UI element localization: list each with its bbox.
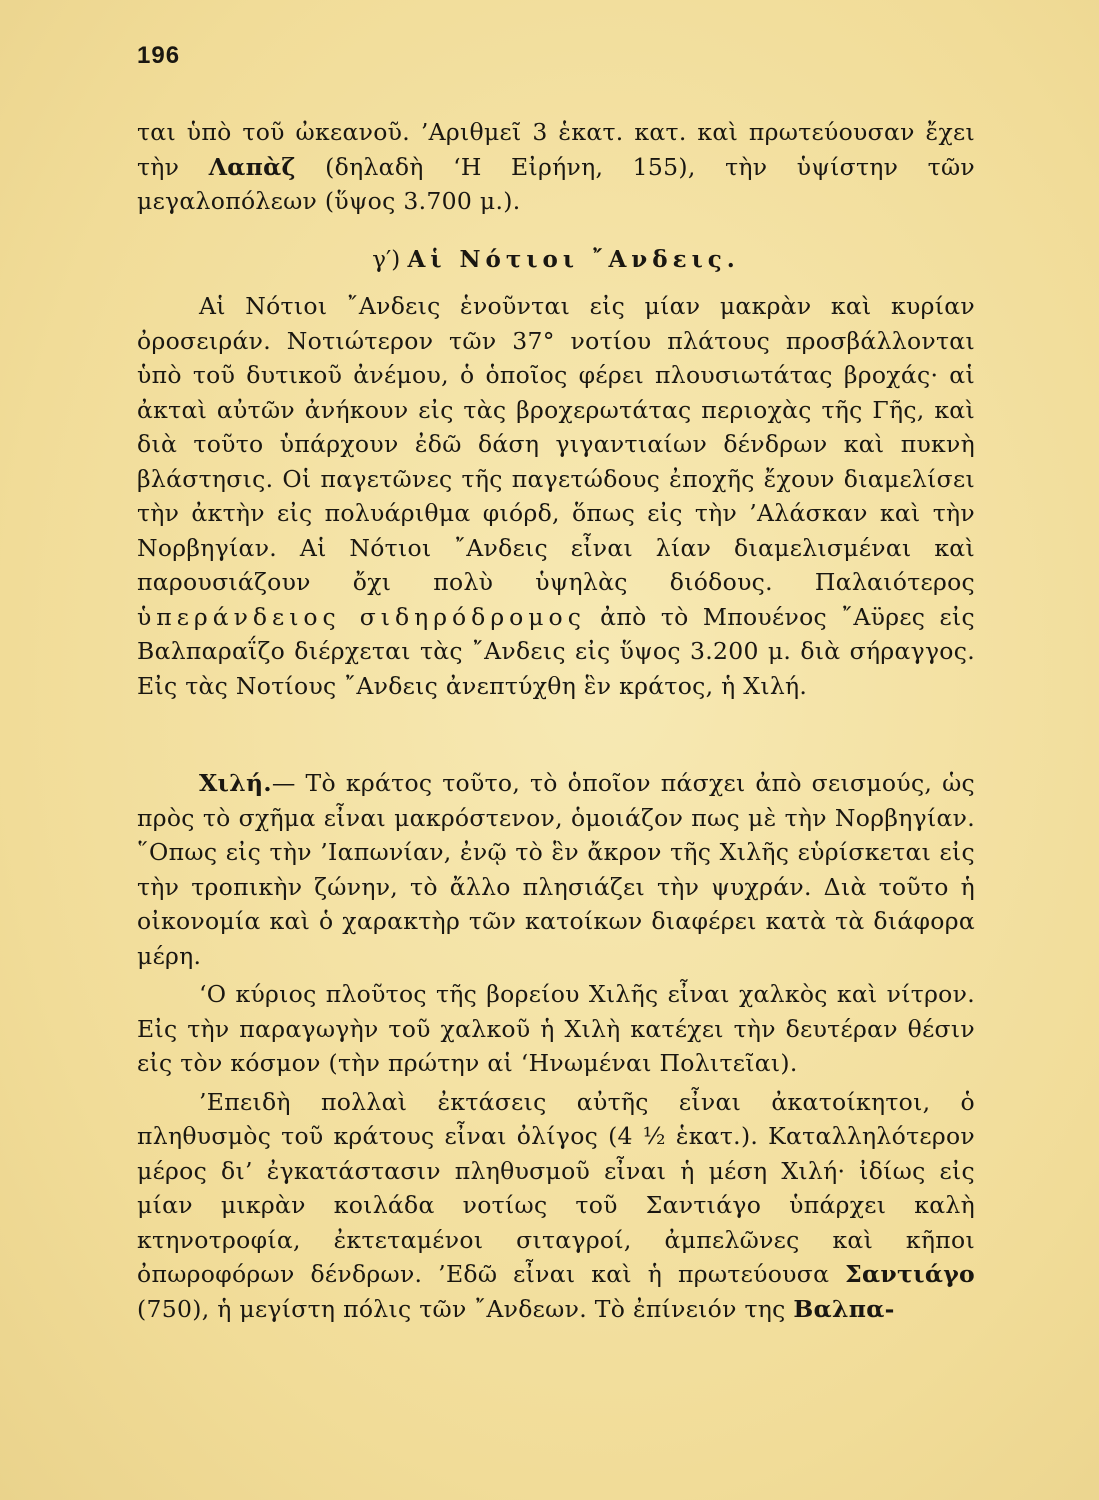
santiago-bold: Σαντιάγο xyxy=(845,1260,975,1288)
chile-text-3b: (750), ἡ μεγίστη πόλις τῶν ῎Ανδεων. Τὸ ἐπίνειόν της xyxy=(137,1294,794,1323)
andes-text-b: ἀπὸ τὸ Μπουένος ῎Αϋρες εἰς Βαλπαραΐζο διέρχεται τὰς ῎Ανδεις εἰς ὕψος 3.200 μ. διὰ σήραγγος. Εἰς τὰς Νοτίους ῎Ανδεις ἀνεπτύχθη ἓν κράτος, ἡ Χιλή. xyxy=(137,602,975,700)
intro-paragraph-block xyxy=(137,115,975,219)
chile-text-3a: ’Επειδὴ πολλαὶ ἐκτάσεις αὐτῆς εἶναι ἀκατοίκητοι, ὁ πληθυσμὸς τοῦ κράτους εἶναι ὀλίγος (4 ½ ἑκατ.). Καταλληλότερον μέρος δι’ ἐγκατάστασιν πληθυσμοῦ εἶναι ἡ μέση Χιλή· ἰδίως εἰς μίαν μικρὰν κοιλάδα νοτίως τοῦ Σαντιάγο ὑπάρχει καλὴ κτηνοτροφία, ἐκτεταμένοι σιταγροί, ἀμπελῶνες καὶ κῆποι ὀπωροφόρων δένδρων. ’Εδῶ εἶναι καὶ ἡ πρωτεύουσα xyxy=(137,1087,975,1288)
intro-text-rest: (δηλαδὴ ‘Η Εἰρήνη, 155), τὴν ὑψίστην τῶν μεγαλοπόλεων (ὕψος 3.700 μ.). xyxy=(137,152,975,215)
andes-text-a: Αἱ Νότιοι ῎Ανδεις ἑνοῦνται εἰς μίαν μακρὰν καὶ κυρίαν ὀροσειράν. Νοτιώτερον τῶν 37° νοτίου πλάτους προσβάλλονται ὑπὸ τοῦ δυτικοῦ ἀνέμου, ὁ ὁποῖος φέρει πλουσιωτάτας βροχάς· αἱ ἀκταὶ αὐτῶν ἀνήκουν εἰς τὰς βροχερωτάτας περιοχὰς τῆς Γῆς, καὶ διὰ τοῦτο ὑπάρχουν ἐδῶ δάση γιγαντιαίων δένδρων καὶ πυκνὴ βλάστησις. Οἱ παγετῶνες τῆς παγετώδους ἐποχῆς ἔχουν διαμελίσει τὴν ἀκτὴν εἰς πολυάριθμα φιόρδ, ὅπως εἰς τὴν ’Αλάσκαν καὶ τὴν Νορβηγίαν. Αἱ Νότιοι ῎Ανδεις εἶναι λίαν διαμελισμέναι καὶ παρουσιάζουν ὄχι πολὺ ὑψηλὰς διόδους. Παλαιότερος xyxy=(137,292,975,596)
chile-paragraph-2 xyxy=(137,977,975,1081)
valparaiso-bold: Βαλπα- xyxy=(793,1294,895,1323)
lapaz-bold: Λαπὰζ xyxy=(208,152,296,181)
intro-text: ται ὑπὸ τοῦ ὠκεανοῦ. ’Αριθμεῖ 3 ἑκατ. κατ. καὶ πρωτεύουσαν ἔχει τὴν xyxy=(137,118,975,181)
chile-heading-bold: Χιλή. xyxy=(199,769,272,797)
chile-text-1: — Τὸ κράτος τοῦτο, τὸ ὁποῖον πάσχει ἀπὸ σεισμούς, ὡς πρὸς τὸ σχῆμα εἶναι μακρόστενον, ὁμοιάζον πως μὲ τὴν Νορβηγίαν. ῞Οπως εἰς τὴν ’Ιαπωνίαν, ἐνῷ τὸ ἓν ἄκρον τῆς Χιλῆς εὑρίσκεται εἰς τὴν τροπικὴν ζώνην, τὸ ἄλλο πλησιάζει τὴν ψυχράν. Διὰ τοῦτο ἡ οἰκονομία καὶ ὁ χαρακτὴρ τῶν κατοίκων διαφέρει κατὰ τὰ διάφορα μέρη. xyxy=(137,769,975,970)
trans-andean-railway: ὑπεράνδειος σιδηρόδρομος xyxy=(137,602,586,631)
southern-andes-paragraph xyxy=(137,289,975,703)
section-title: Αἱ Νότιοι ῎Ανδεις. xyxy=(407,246,740,273)
intro-paragraph xyxy=(137,115,975,219)
page-number: 196 xyxy=(137,42,181,69)
section-heading xyxy=(137,245,975,275)
chile-paragraph-1 xyxy=(137,766,975,973)
southern-andes-block xyxy=(137,289,975,703)
chile-text-2: ‘Ο κύριος πλοῦτος τῆς βορείου Χιλῆς εἶναι χαλκὸς καὶ νίτρον. Εἰς τὴν παραγωγὴν τοῦ χαλκοῦ ἡ Χιλὴ κατέχει τὴν δευτέραν θέσιν εἰς τὸν κόσμον (τὴν πρώτην αἱ ‘Ηνωμέναι Πολιτεῖαι). xyxy=(137,980,975,1077)
chile-paragraph-3 xyxy=(137,1085,975,1327)
chile-block xyxy=(137,766,975,1326)
section-prefix: γ′) xyxy=(372,247,401,273)
